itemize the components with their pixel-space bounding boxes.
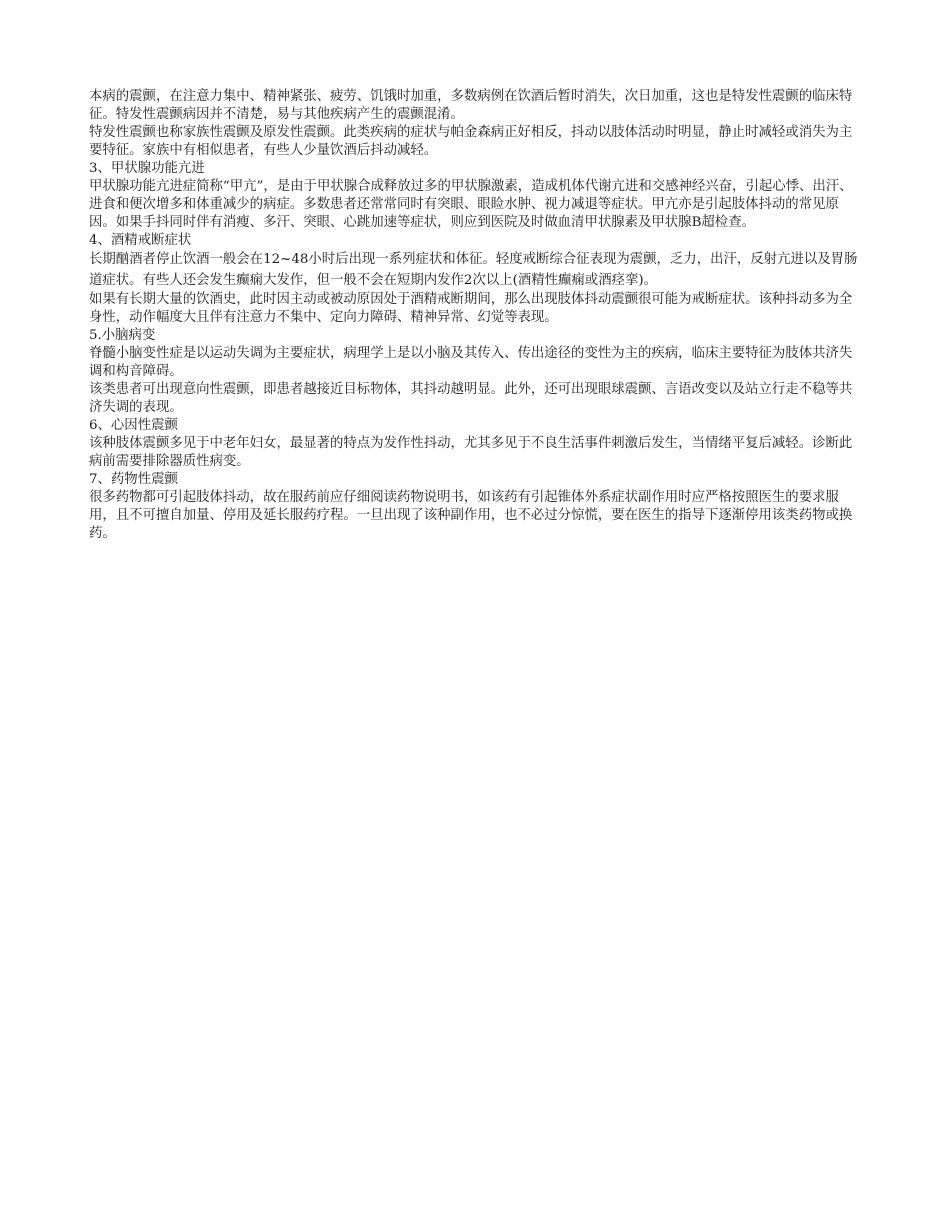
paragraph-alcohol-withdrawal-symptoms: 长期酗酒者停止饮酒一般会在12~48小时后出现一系列症状和体征。轻度戒断综合征表现为震颤，乏力，出汗，反射亢进以及胃肠道症状。有些人还会发生癫痫大发作，但一般不会在短期内发作2次以上(酒精性癫痫或酒痉挛)。 bbox=[89, 252, 858, 288]
paragraph-cerebellar-degeneration: 脊髓小脑变性症是以运动失调为主要症状，病理学上是以小脑及其传入、传出途径的变性为主的疾病，临床主要特征为肢体共济失调和构音障碍。 bbox=[89, 346, 853, 379]
paragraph-hyperthyroidism: 甲状腺功能亢进症简称“甲亢”，是由于甲状腺合成释放过多的甲状腺激素，造成机体代谢亢进和交感神经兴奋，引起心悸、出汗、进食和便次增多和体重减少的病症。多数患者还常常同时有突眼、眼睑水肿、视力减退等症状。甲亢亦是引起肢体抖动的常见原因。如果手抖同时伴有消瘦、多汗、突眼、心跳加速等症状，则应到医院及时做血清甲状腺素及甲状腺B超检查。 bbox=[89, 179, 853, 230]
heading-psychogenic-tremor: 6、心因性震颤 bbox=[89, 418, 178, 433]
paragraph-drug-induced-tremor: 很多药物都可引起肢体抖动，故在服药前应仔细阅读药物说明书，如该药有引起锥体外系症状副作用时应严格按照医生的要求服用，且不可擅自加量、停用及延长服药疗程。一旦出现了该种副作用，也不必过分惊慌，要在医生的指导下逐渐停用该类药物或换药。 bbox=[89, 490, 853, 541]
paragraph-psychogenic-tremor: 该种肢体震颤多见于中老年妇女，最显著的特点为发作性抖动，尤其多见于不良生活事件刺激后发生，当情绪平复后减轻。诊断此病前需要排除器质性病变。 bbox=[89, 436, 853, 469]
heading-cerebellar-lesion: 5.小脑病变 bbox=[89, 328, 156, 343]
document-body bbox=[89, 88, 864, 543]
paragraph-intention-tremor: 该类患者可出现意向性震颤，即患者越接近目标物体，其抖动越明显。此外，还可出现眼球震颤、言语改变以及站立行走不稳等共济失调的表现。 bbox=[89, 382, 853, 415]
paragraph-alcohol-withdrawal-history: 如果有长期大量的饮酒史，此时因主动或被动原因处于酒精戒断期间，那么出现肢体抖动震颤很可能为戒断症状。该种抖动多为全身性，动作幅度大且伴有注意力不集中、定向力障碍、精神异常、幻觉等表现。 bbox=[89, 292, 853, 325]
heading-hyperthyroidism: 3、甲状腺功能亢进 bbox=[89, 161, 205, 176]
paragraph-tremor-features: 本病的震颤，在注意力集中、精神紧张、疲劳、饥饿时加重，多数病例在饮酒后暂时消失，次日加重，这也是特发性震颤的临床特征。特发性震颤病因并不清楚，易与其他疾病产生的震颤混淆。 bbox=[89, 89, 853, 122]
heading-drug-induced-tremor: 7、药物性震颤 bbox=[89, 472, 178, 487]
paragraph-essential-tremor: 特发性震颤也称家族性震颤及原发性震颤。此类疾病的症状与帕金森病正好相反，抖动以肢体活动时明显，静止时减轻或消失为主要特征。家族中有相似患者，有些人少量饮酒后抖动减轻。 bbox=[89, 125, 853, 158]
heading-alcohol-withdrawal: 4、酒精戒断症状 bbox=[89, 233, 192, 248]
